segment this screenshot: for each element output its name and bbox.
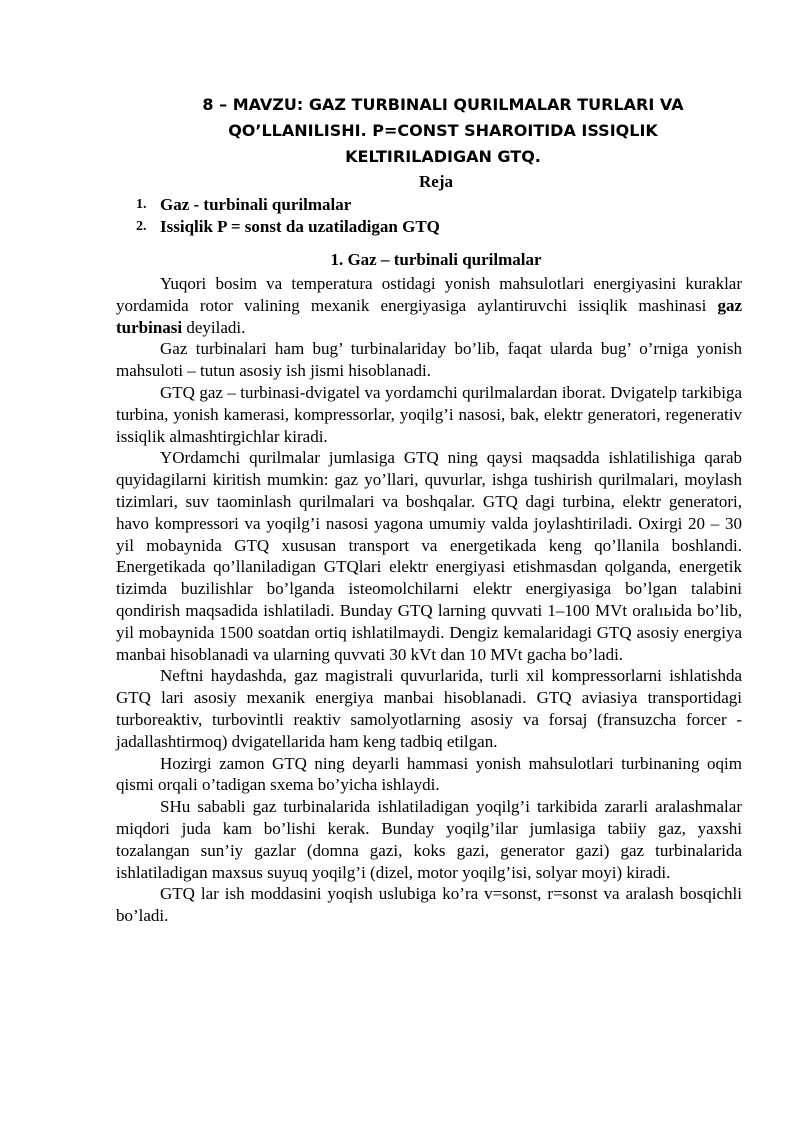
document-page: [116, 92, 742, 927]
plan-list: [116, 194, 742, 238]
plan-item: [116, 194, 742, 216]
page-title: 8 – MAVZU: GAZ TURBINALI QURILMALAR TURLARI VA QO’LLANILISHI. P=CONST SHAROITIDA ISSIQLIK KELTIRILADIGAN GTQ.: [202, 95, 684, 166]
plan-item-number: 1.: [136, 197, 147, 212]
paragraph: Gaz turbinalari ham bug’ turbinalariday bo’lib, faqat ularda bug’ o’rniga yonish mahsuloti – tutun asosiy ish jismi hisoblanadi.: [116, 339, 742, 381]
plan-item: [116, 216, 742, 238]
paragraph: SHu sababli gaz turbinalarida ishlatiladigan yoqilg’i tarkibida zararli aralashmalar miqdori juda kam bo’lishi kerak. Bunday yoqilg’ilar jumlasiga tabiiy gaz, yaxshi tozalangan sun’iy gazlar (domna gazi, koks gazi, generator gazi) gaz turbinalarida ishlatiladigan maxsus suyuq yoqilg’i (dizel, motor yoqilg’isi, solyar moyi) kiradi.: [116, 797, 742, 882]
paragraph: GTQ lar ish moddasini yoqish uslubiga ko’ra v=sonst, r=sonst va aralash bosqichli bo’ladi.: [116, 884, 742, 926]
paragraph: Neftni haydashda, gaz magistrali quvurlarida, turli xil kompressorlarni ishlatishda GTQ lari asosiy mexanik energiya manbai hisoblanadi. GTQ aviasiya transportidagi turboreaktiv, turbovintli reaktiv samolyotlarning asosiy va forsaj (fransuzcha forcer - jadallashtirmoq) dvigatellarida ham keng tadbiq etilgan.: [116, 666, 742, 751]
paragraph-text: Yuqori bosim va temperatura ostidagi yonish mahsulotlari energiyasini kuraklar yordamida rotor valining mexanik energiyasiga aylantiruvchi issiqlik mashinasi: [116, 274, 742, 315]
paragraph: Hozirgi zamon GTQ ning deyarli hammasi yonish mahsulotlari turbinaning oqim qismi orqali o’tadigan sxema bo’yicha ishlaydi.: [116, 753, 742, 795]
plan-heading: Reja: [419, 172, 453, 191]
paragraph-text: deyiladi.: [182, 317, 246, 337]
paragraph: [116, 273, 742, 338]
plan-item-text: Gaz - turbinali qurilmalar: [160, 195, 352, 214]
plan-item-number: 2.: [136, 219, 147, 234]
bold-term: gaz turbinasi: [116, 295, 742, 337]
section-heading: 1. Gaz – turbinali qurilmalar: [330, 250, 542, 269]
paragraph: YOrdamchi qurilmalar jumlasiga GTQ ning qaysi maqsadda ishlatilishiga qarab quyidagilarni kiritish mumkin: gaz yo’llari, quvurlar, ishga tushirish qurilmalari, moylash tizimlari, suv taominlash qurilmalari va boshqalar. GTQ dagi turbina, elektr generatori, havo kompressori va yoqilg’i nasosi yagona umumiy valda joylashtiriladi. Oxirgi 20 – 30 yil mobaynida GTQ xususan transport va energetikada keng qo’llanila boshlandi. Energetikada qo’llaniladigan GTQlari elektr energiyasi etishmasdan qolganda, energetik tizimda buzilishlar bo’lganda isteomolchilarni elektr energiyasiga bo’lgan talabini qondirish maqsadida ishlatiladi. Bunday GTQ larning quvvati 1–100 MVt oralıьida bo’lib, yil mobaynida 1500 soatdan ortiq ishlatilmaydi. Dengiz kemalaridagi GTQ asosiy energiya manbai hisoblanadi va ularning quvvati 30 kVt dan 10 MVt gacha bo’ladi.: [116, 448, 742, 664]
plan-item-text: Issiqlik P = sonst da uzatiladigan GTQ: [160, 217, 440, 236]
paragraph: GTQ gaz – turbinasi-dvigatel va yordamchi qurilmalardan iborat. Dvigatelp tarkibiga turbina, yonish kamerasi, kompressorlar, yoqilg’i nasosi, bak, elektr generatori, regenerativ issiqlik almashtirgichlar kiradi.: [116, 382, 742, 446]
